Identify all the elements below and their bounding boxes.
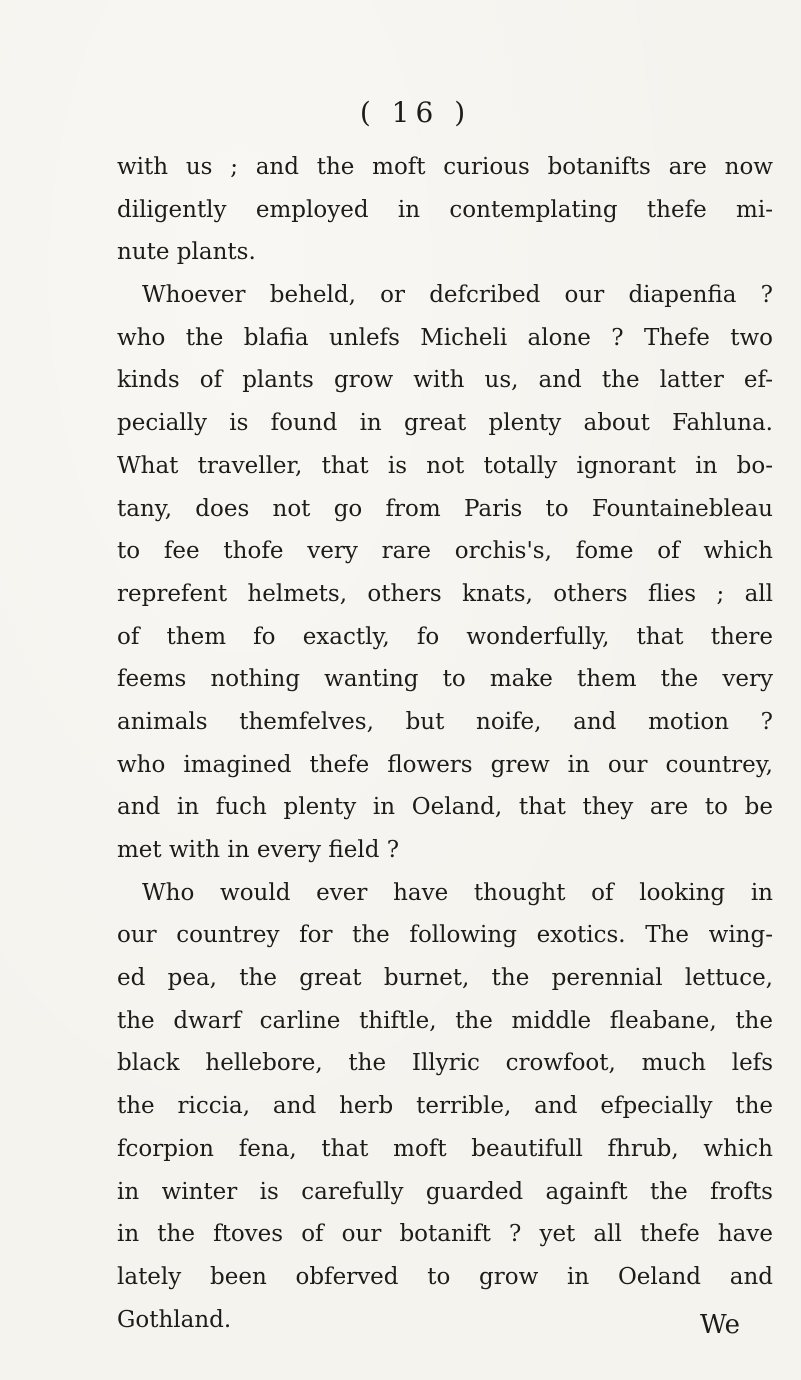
text-line: nute plants. xyxy=(117,239,256,266)
text-line: What traveller, that is not totally ignorant in bo- xyxy=(117,452,773,479)
text-line: reprefent helmets, others knats, others flies ; all xyxy=(117,580,773,607)
text-line: who imagined thefe flowers grew in our countrey, xyxy=(117,751,773,778)
text-line: ed pea, the great burnet, the perennial lettuce, xyxy=(117,965,773,992)
text-line: kinds of plants grow with us, and the latter ef- xyxy=(117,367,773,394)
body-text xyxy=(117,146,773,1341)
page-number: ( 16 ) xyxy=(359,96,472,129)
text-line: lately been obferved to grow in Oeland and xyxy=(117,1263,773,1290)
text-line: to fee thofe very rare orchis's, fome of which xyxy=(117,538,773,565)
text-line: fcorpion fena, that moft beautifull fhrub, which xyxy=(117,1135,773,1162)
text-line: Who would ever have thought of looking in xyxy=(142,879,773,906)
text-line: the riccia, and herb terrible, and efpecially the xyxy=(117,1093,773,1120)
text-line: of them fo exactly, fo wonderfully, that there xyxy=(117,623,773,650)
text-line: diligently employed in contemplating thefe mi- xyxy=(117,196,773,223)
text-line: pecially is found in great plenty about Fahluna. xyxy=(117,410,773,437)
text-line: and in fuch plenty in Oeland, that they are to be xyxy=(117,794,773,821)
text-line: met with in every field ? xyxy=(117,837,400,863)
text-line: feems nothing wanting to make them the very xyxy=(117,666,773,693)
text-line: Whoever beheld, or defcribed our diapenfia ? xyxy=(142,282,773,309)
text-line: animals themfelves, but noife, and motion ? xyxy=(117,708,773,735)
text-line: in winter is carefully guarded againft the frofts xyxy=(117,1178,773,1205)
text-line: Gothland. xyxy=(117,1306,232,1333)
text-line: black hellebore, the Illyric crowfoot, much lefs xyxy=(117,1050,773,1077)
text-line: with us ; and the moft curious botanifts are now xyxy=(117,154,773,180)
catchword: We xyxy=(700,1310,740,1340)
text-line: our countrey for the following exotics. The wing- xyxy=(117,922,773,949)
text-line: tany, does not go from Paris to Fountainebleau xyxy=(117,495,773,522)
text-line: who the blafia unlefs Micheli alone ? Thefe two xyxy=(117,324,773,351)
text-line: the dwarf carline thiftle, the middle fleabane, the xyxy=(117,1007,773,1034)
text-line: in the ftoves of our botanift ? yet all thefe have xyxy=(117,1221,773,1248)
